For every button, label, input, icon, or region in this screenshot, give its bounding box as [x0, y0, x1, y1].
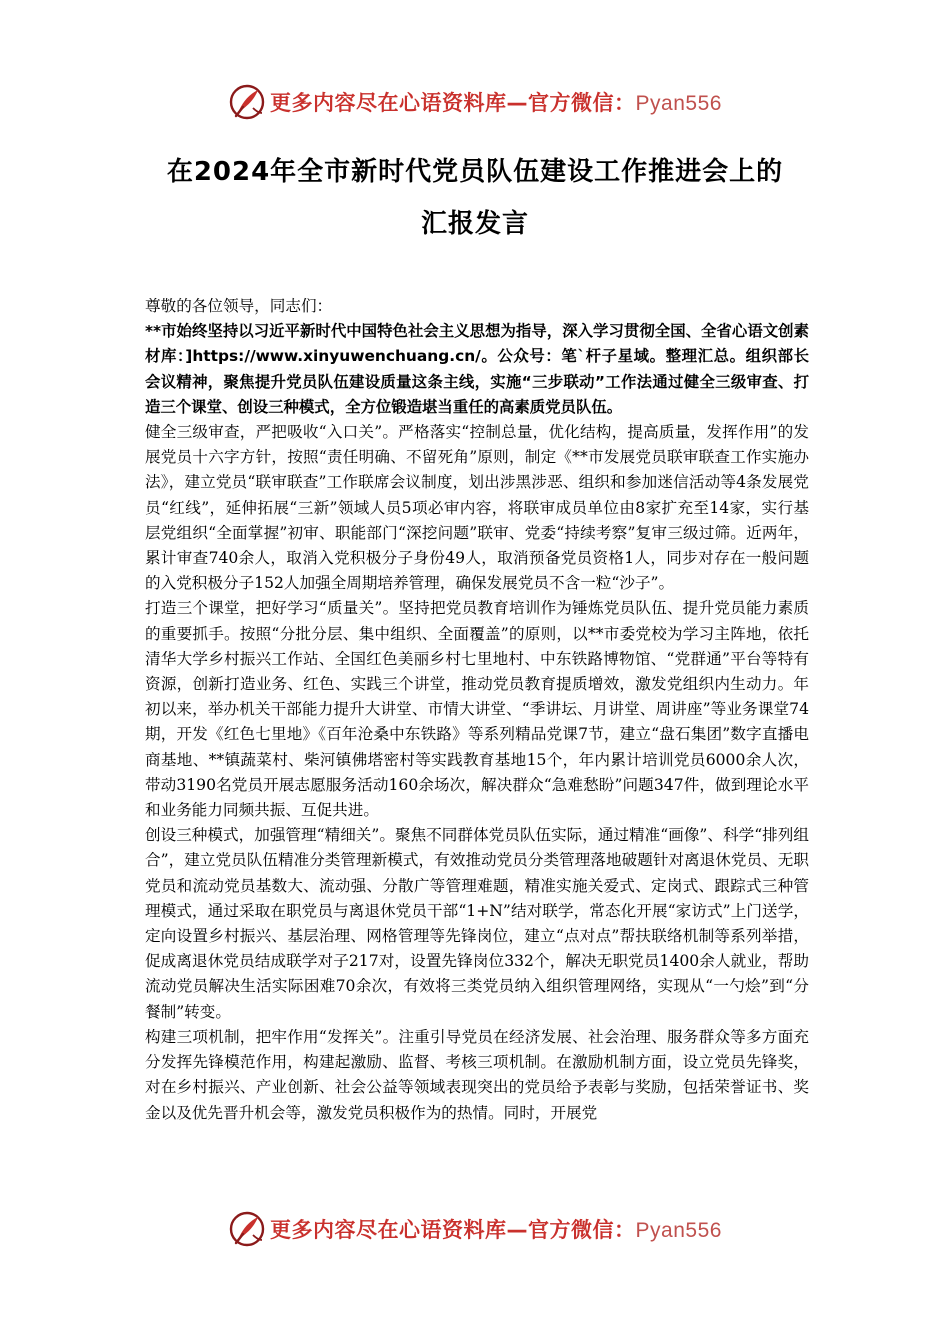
intro-paragraph: **市始终坚持以习近平新时代中国特色社会主义思想为指导，深入学习贯彻全国、全省心语文创素材库：]https://www.xinyuwenchuang.cn/。公众号：笔`杆子星域。整理汇总。组织部长会议精神，聚焦提升党员队伍建设质量这条主线，实施“三步联动”工作法通过健全三级审查、打造三个课堂、创设三种模式，全方位锻造堪当重任的高素质党员队伍。 — [145, 322, 809, 416]
document-title — [100, 146, 850, 250]
body-paragraph: 健全三级审查，严把吸收“入口关”。严格落实“控制总量，优化结构，提高质量，发挥作用”的发展党员十六字方针，按照“责任明确、不留死角”原则，制定《**市发展党员联审联查工作实施办法》，建立党员“联审联查”工作联席会议制度，划出涉黑涉恶、组织和参加迷信活动等4条发展党员“红线”，延伸拓展“三新”领域人员5项必审内容，将联审成员单位由8家扩充至14家，实行基层党组织“全面掌握”初审、职能部门“深挖问题”联审、党委“持续考察”复审三级过筛。近两年，累计审查740余人，取消入党积极分子身份49人，取消预备党员资格1人，同步对存在一般问题的入党积极分子152人加强全周期培养管理，确保发展党员不含一粒“沙子”。 — [145, 423, 809, 593]
title-line-1: 在2024年全市新时代党员队伍建设工作推进会上的 — [166, 157, 784, 187]
watermark-text — [270, 87, 722, 117]
watermark-text — [270, 1214, 722, 1244]
body-paragraph: 打造三个课堂，把好学习“质量关”。坚持把党员教育培训作为锤炼党员队伍、提升党员能力素质的重要抓手。按照“分批分层、集中组织、全面覆盖”的原则，以**市委党校为学习主阵地，依托清华大学乡村振兴工作站、全国红色美丽乡村七里地村、中东铁路博物馆、“党群通”平台等特有资源，创新打造业务、红色、实践三个讲堂，推动党员教育提质增效，激发党组织内生动力。年初以来，举办机关干部能力提升大讲堂、市情大讲堂、“季讲坛、月讲堂、周讲座”等业务课堂74期，开发《红色七里地》《百年沧桑中东铁路》等系列精品党课7节，建立“盘石集团”数字直播电商基地、**镇蔬菜村、柴河镇佛塔密村等实践教育基地15个，年内累计培训党员6000余人次，带动3190名党员开展志愿服务活动160余场次，解决群众“急难愁盼”问题347件，做到理论水平和业务能力同频共振、互促共进。 — [145, 599, 809, 820]
watermark-wechat-id: Pyan556 — [635, 1219, 722, 1242]
watermark-banner-bottom — [0, 1209, 950, 1249]
watermark-banner-top — [0, 82, 950, 122]
body-paragraph: 构建三项机制，把牢作用“发挥关”。注重引导党员在经济发展、社会治理、服务群众等多方面充分发挥先锋模范作用，构建起激励、监督、考核三项机制。在激励机制方面，设立党员先锋奖，对在乡村振兴、产业创新、社会公益等领域表现突出的党员给予表彰与奖励，包括荣誉证书、奖金以及优先晋升机会等，激发党员积极作为的热情。同时，开展党 — [145, 1027, 809, 1122]
feather-pen-logo-icon — [228, 1210, 266, 1248]
watermark-site-text: 更多内容尽在心语资料库—官方微信： — [270, 91, 636, 115]
document-body — [145, 294, 809, 1126]
title-line-2: 汇报发言 — [420, 209, 529, 239]
feather-pen-logo-icon — [228, 83, 266, 121]
salutation: 尊敬的各位领导，同志们： — [145, 297, 333, 315]
watermark-site-text: 更多内容尽在心语资料库—官方微信： — [270, 1218, 636, 1242]
body-paragraph: 创设三种模式，加强管理“精细关”。聚焦不同群体党员队伍实际，通过精准“画像”、科学“排列组合”，建立党员队伍精准分类管理新模式，有效推动党员分类管理落地破题针对离退休党员、无职党员和流动党员基数大、流动强、分散广等管理难题，精准实施关爱式、定岗式、跟踪式三种管理模式，通过采取在职党员与离退休党员干部“1+N”结对联学，常态化开展“家访式”上门送学，定向设置乡村振兴、基层治理、网格管理等先锋岗位，建立“点对点”帮扶联络机制等系列举措，促成离退休党员结成联学对子217对，设置先锋岗位332个，解决无职党员1400余人就业，帮助流动党员解决生活实际困难70余次，有效将三类党员纳入组织管理网络，实现从“一勺烩”到“分餐制”转变。 — [145, 826, 809, 1021]
watermark-wechat-id: Pyan556 — [635, 92, 722, 115]
